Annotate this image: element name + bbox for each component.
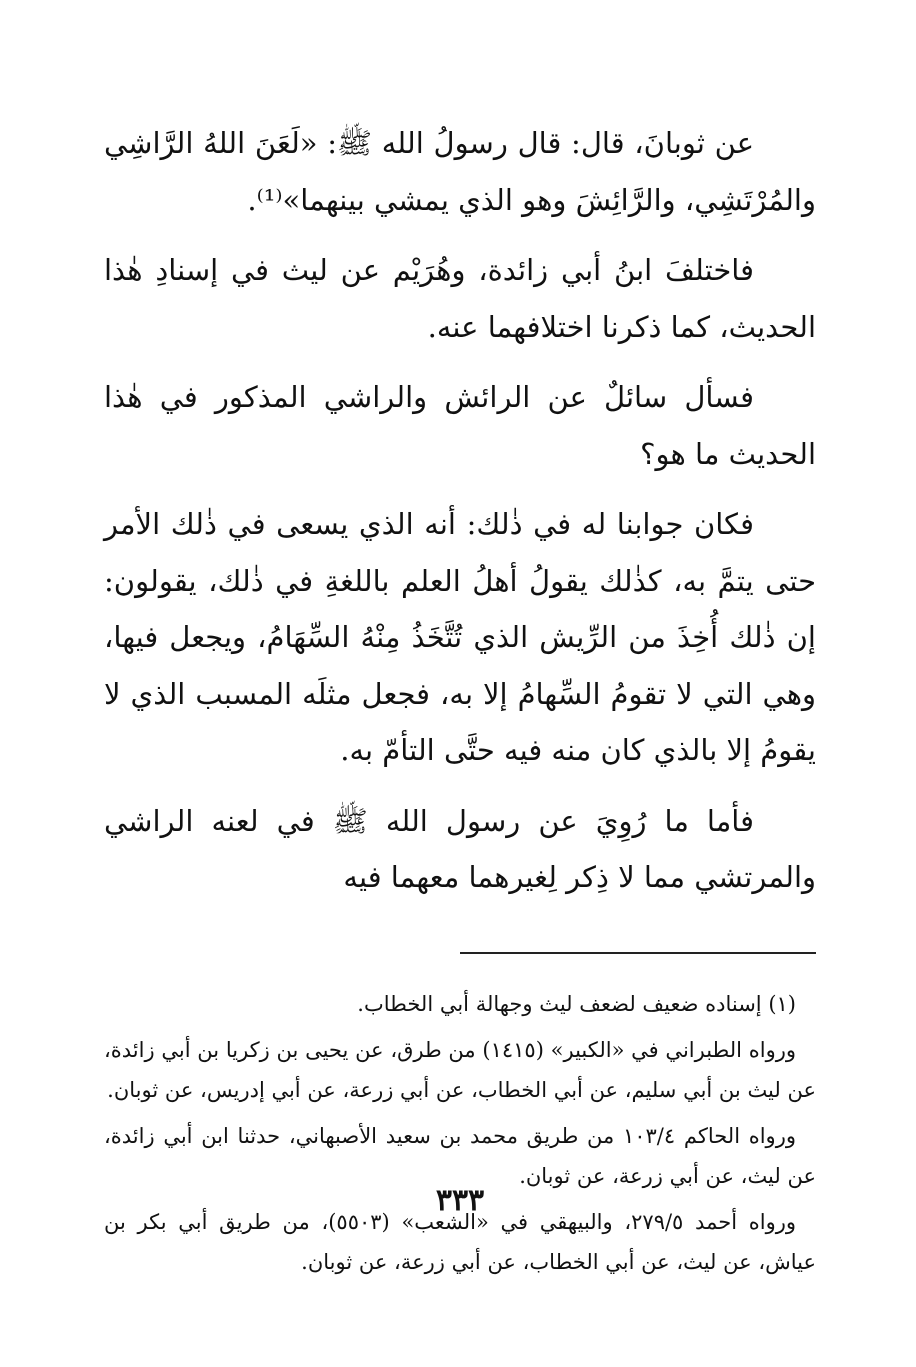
- footnote-separator: [460, 952, 816, 954]
- footnote-item: ورواه الحاكم ١٠٣/٤ من طريق محمد بن سعيد الأصبهاني، حدثنا ابن أبي زائدة، عن ليث، عن أبي زرعة، عن ثوبان.: [104, 1123, 816, 1188]
- paragraph: فاختلفَ ابنُ أبي زائدة، وهُرَيْم عن ليث في إسنادِ هٰذا الحديث، كما ذكرنا اختلافهما عنه.: [104, 253, 816, 344]
- paragraph: عن ثوبانَ، قال: قال رسولُ الله ﷺ: «لَعَنَ اللهُ الرَّاشِي والمُرْتَشِي، والرَّائِشَ وهو الذي يمشي بينهما»⁽¹⁾.: [104, 126, 816, 217]
- footnote-item: ورواه أحمد ٢٧٩/٥، والبيهقي في «الشعب» (٥٥٠٣)، من طريق أبي بكر بن عياش، عن ليث، عن أبي الخطاب، عن أبي زرعة، عن ثوبان.: [104, 1209, 816, 1274]
- footnote-item: (١) إسناده ضعيف لضعف ليث وجهالة أبي الخطاب.: [357, 991, 796, 1016]
- paragraph: فكان جوابنا له في ذٰلك: أنه الذي يسعى في ذٰلك الأمر حتى يتمَّ به، كذٰلك يقولُ أهلُ العلم باللغةِ في ذٰلك، يقولون: إن ذٰلك أُخِذَ من الرِّيش الذي تُتَّخَذُ مِنْهُ السِّهَامُ، ويجعل فيها، وهي التي لا تقومُ السِّهامُ إلا به، فجعل مثلَه المسبب الذي لا يقومُ إلا بالذي كان منه فيه حتَّى التأمّ به.: [104, 507, 816, 767]
- paragraph: فأما ما رُوِيَ عن رسول الله ﷺ في لعنه الراشي والمرتشي مما لا ذِكر لِغيرهما معهما فيه: [104, 803, 816, 894]
- page-number: ٣٣٣: [435, 1183, 485, 1218]
- paragraph: فسأل سائلٌ عن الرائش والراشي المذكور في هٰذا الحديث ما هو؟: [104, 380, 816, 471]
- book-page: [104, 115, 816, 1274]
- footnotes: [104, 984, 816, 1282]
- footnote-item: ورواه الطبراني في «الكبير» (١٤١٥) من طرق، عن يحيى بن زكريا بن أبي زائدة، عن ليث بن أبي سليم، عن أبي الخطاب، عن أبي زرعة، عن أبي إدريس، عن ثوبان.: [104, 1037, 816, 1102]
- main-text: [104, 115, 816, 906]
